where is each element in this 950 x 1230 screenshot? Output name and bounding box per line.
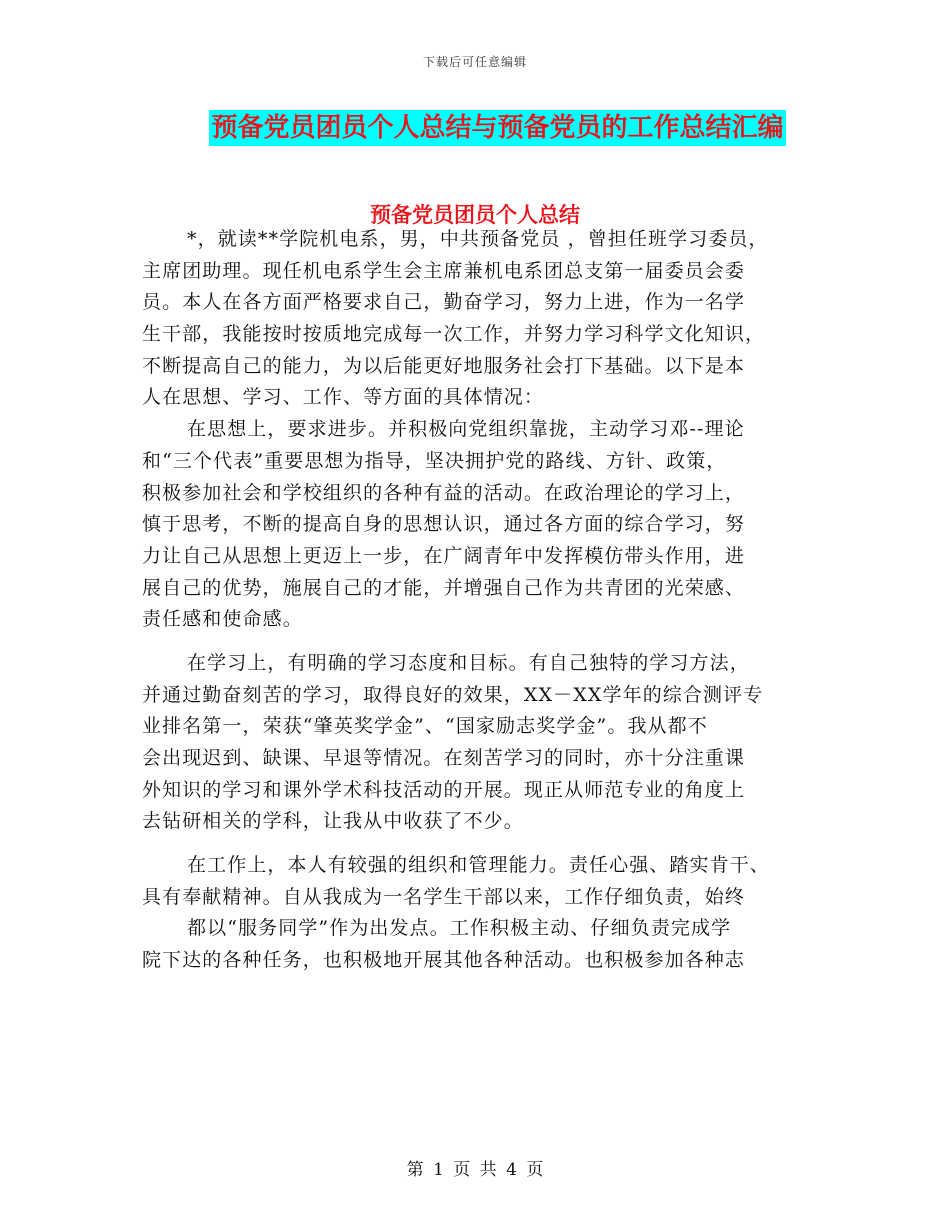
page-number-footer: 第 1 页 共 4 页 <box>406 1160 544 1180</box>
paragraph-line: 在工作上，本人有较强的组织和管理能力。责任心强、踏实肯干、 <box>187 854 770 877</box>
paragraph-gap <box>142 636 810 648</box>
paragraph-line: 生干部，我能按时按质地完成每一次工作，并努力学习科学文化知识， <box>142 323 766 346</box>
paragraph-line: 外知识的学习和课外学术科技活动的开展。现正从师范专业的角度上 <box>142 778 746 801</box>
paragraph-line: 具有奉献精神。自从我成为一名学生干部以来，工作仔细负责，始终 <box>142 885 746 908</box>
paragraph-line: 会出现迟到、缺课、早退等情况。在刻苦学习的同时，亦十分注重课 <box>142 747 746 769</box>
paragraph-line: 院下达的各种任务，也积极地开展其他各种活动。也积极参加各种志 <box>142 949 746 972</box>
paragraph-line: 责任感和使命感。 <box>142 608 303 631</box>
page-header-note: 下载后可任意编辑 <box>422 55 527 69</box>
paragraph-line: *，就读**学院机电系，男，中共预备党员 ，曾担任班学习委员， <box>187 228 769 250</box>
paragraph-1 <box>142 224 810 414</box>
paragraph-line: 业排名第一，荣获“肇英奖学金”、“国家励志奖学金”。我从都不 <box>142 715 708 738</box>
paragraph-line: 人在思想、学习、工作、等方面的具体情况： <box>142 386 545 409</box>
paragraph-line: 力让自己从思想上更迈上一步，在广阔青年中发挥模仿带头作用，进 <box>142 544 746 567</box>
paragraph-4 <box>142 850 810 977</box>
paragraph-line: 在学习上，有明确的学习态度和目标。有自己独特的学习方法， <box>187 651 750 674</box>
paragraph-line: 慎于思考，不断的提高自身的思想认识，通过各方面的综合学习，努 <box>142 513 746 536</box>
paragraph-line: 在思想上，要求进步。并积极向党组织靠拢，主动学习邓--理论 <box>187 418 745 441</box>
paragraph-line: 员。本人在各方面严格要求自己，勤奋学习，努力上进，作为一名学 <box>142 291 746 314</box>
paragraph-line: 主席团助理。现任机电系学生会主席兼机电系团总支第一届委员会委 <box>142 259 746 282</box>
document-body <box>142 224 810 977</box>
paragraph-line: 不断提高自己的能力，为以后能更好地服务社会打下基础。以下是本 <box>142 354 746 377</box>
document-title: 预备党员团员个人总结与预备党员的工作总结汇编 <box>209 110 785 146</box>
paragraph-line: 和“三个代表”重要思想为指导，坚决拥护党的路线、方针、政策， <box>142 449 727 472</box>
document-title-container <box>0 110 950 146</box>
paragraph-2 <box>142 414 810 636</box>
paragraph-line: 去钻研相关的学科，让我从中收获了不少。 <box>142 810 524 833</box>
paragraph-gap <box>142 838 810 850</box>
paragraph-line: 并通过勤奋刻苦的学习，取得良好的效果，XX－XX学年的综合测评专 <box>142 683 764 706</box>
paragraph-line: 积极参加社会和学校组织的各种有益的活动。在政治理论的学习上， <box>142 481 746 504</box>
paragraph-3 <box>142 648 810 838</box>
paragraph-line: 都以“服务同学”作为出发点。工作积极主动、仔细负责完成学 <box>187 917 732 940</box>
paragraph-line: 展自己的优势，施展自己的才能，并增强自己作为共青团的光荣感、 <box>142 576 746 599</box>
section-subtitle: 预备党员团员个人总结 <box>370 203 580 227</box>
